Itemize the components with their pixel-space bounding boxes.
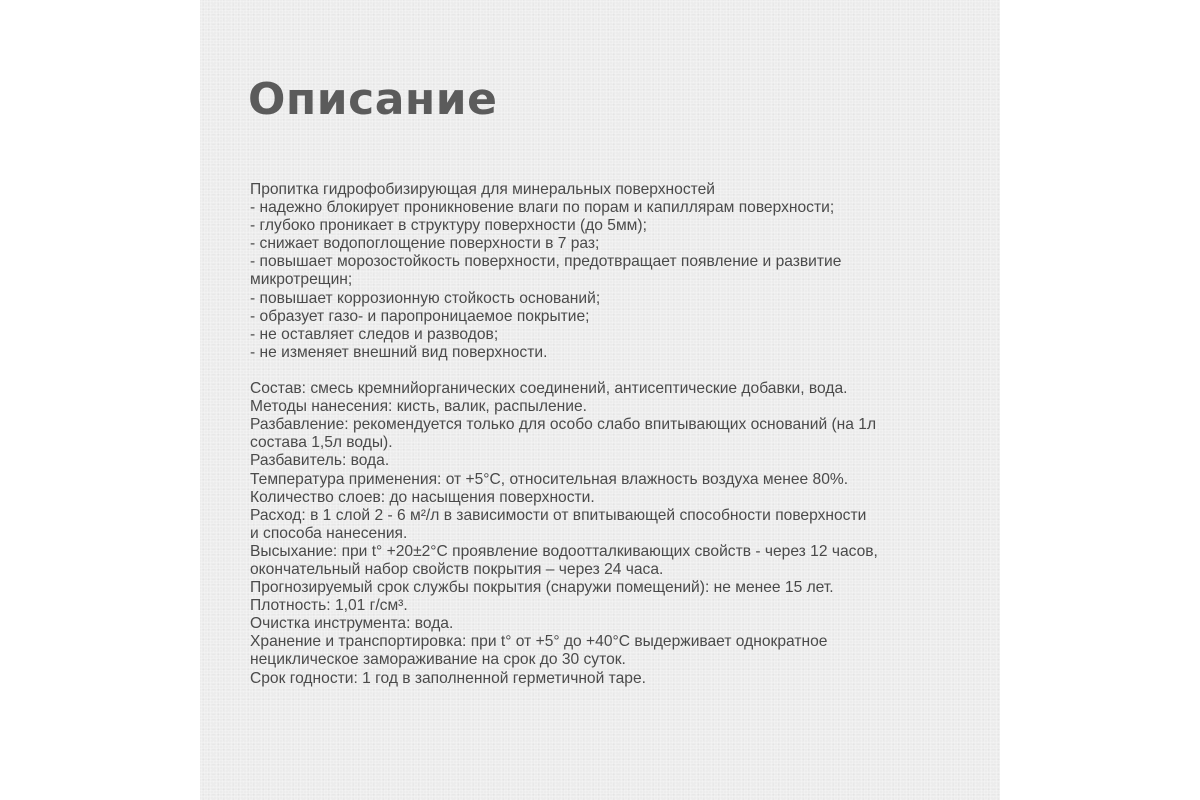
spec-line: Разбавитель: вода. (250, 452, 390, 470)
intro-line: - не изменяет внешний вид поверхности. (250, 343, 548, 361)
intro-line: - глубоко проникает в структуру поверхности (до 5мм); (250, 217, 647, 235)
intro-line: - не оставляет следов и разводов; (250, 325, 499, 343)
intro-line: - повышает коррозионную стойкость оснований; (250, 289, 601, 307)
spec-line: Хранение и транспортировка: при t° от +5° до +40°С выдерживает однократное (250, 633, 828, 651)
spec-line: нециклическое замораживание на срок до 30 суток. (250, 651, 626, 669)
intro-section (250, 181, 980, 362)
intro-line: микротрещин; (250, 271, 353, 289)
spec-line: Температура применения: от +5°С, относительная влажность воздуха менее 80%. (250, 470, 849, 488)
spec-line: состава 1,5л воды). (250, 434, 393, 452)
spec-line: Плотность: 1,01 г/см³. (250, 597, 408, 615)
description-body (250, 181, 980, 688)
intro-line: - образует газо- и паропроницаемое покрытие; (250, 307, 590, 325)
spec-line: Методы нанесения: кисть, валик, распыление. (250, 398, 587, 416)
spec-line: и способа нанесения. (250, 524, 408, 542)
page-title: Описание (248, 74, 498, 125)
intro-line: - повышает морозостойкость поверхности, предотвращает появление и развитие (250, 253, 842, 271)
spec-line: Разбавление: рекомендуется только для особо слабо впитывающих оснований (на 1л (250, 416, 877, 434)
spec-line: Срок годности: 1 год в заполненной герметичной таре. (250, 669, 646, 687)
spec-line: Количество слоев: до насыщения поверхности. (250, 488, 595, 506)
spec-line: Состав: смесь кремнийорганических соединений, антисептические добавки, вода. (250, 380, 848, 398)
intro-line: - снижает водопоглощение поверхности в 7 раз; (250, 235, 600, 253)
spec-line: Очистка инструмента: вода. (250, 615, 454, 633)
spec-line: окончательный набор свойств покрытия – через 24 часа. (250, 560, 664, 578)
description-panel (200, 0, 1000, 800)
intro-line: - надежно блокирует проникновение влаги по порам и капиллярам поверхности; (250, 199, 835, 217)
intro-line: Пропитка гидрофобизирующая для минеральных поверхностей (250, 181, 715, 198)
spec-line: Прогнозируемый срок службы покрытия (снаружи помещений): не менее 15 лет. (250, 579, 834, 597)
spec-line: Высыхание: при t° +20±2°С проявление водоотталкивающих свойств - через 12 часов, (250, 542, 878, 560)
paragraph-gap (250, 362, 980, 380)
specs-section (250, 380, 980, 688)
spec-line: Расход: в 1 слой 2 - 6 м²/л в зависимости от впитывающей способности поверхности (250, 506, 867, 524)
